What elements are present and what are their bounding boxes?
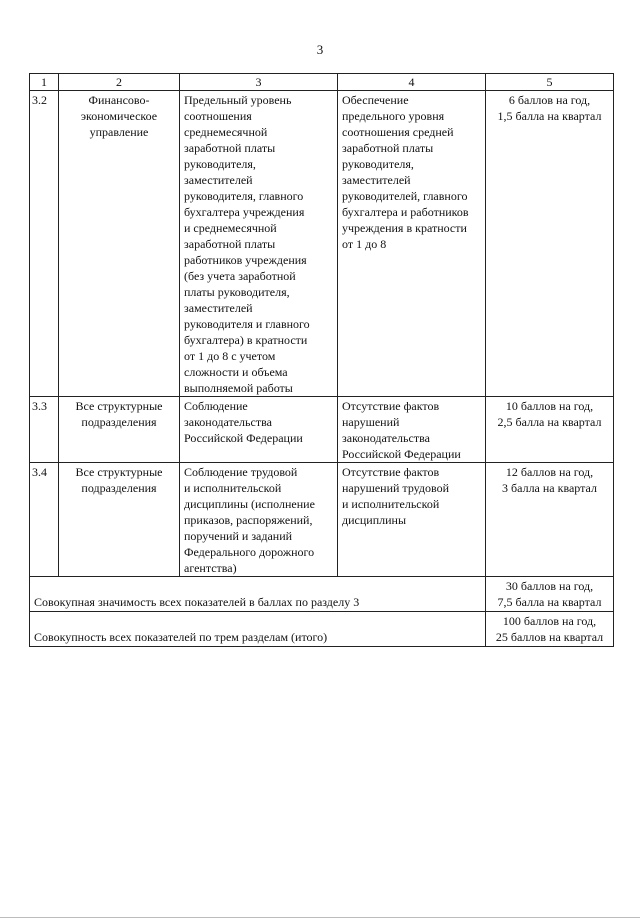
score-text: 10 баллов на год, 2,5 балла на квартал: [486, 397, 614, 463]
header-col-3: 3: [180, 74, 338, 91]
scan-edge-line: [0, 917, 640, 918]
criterion-text: Отсутствие фактов нарушений трудовой и исполнительской дисциплины: [338, 463, 486, 577]
header-col-5: 5: [486, 74, 614, 91]
section-total-label: Совокупная значимость всех показателей в баллах по разделу 3: [30, 577, 486, 612]
row-number: 3.2: [30, 91, 59, 397]
responsible-unit: Все структурные подразделения: [59, 397, 180, 463]
responsible-unit: Все структурные подразделения: [59, 463, 180, 577]
indicator-text: Соблюдение законодательства Российской Федерации: [180, 397, 338, 463]
criterion-text: Обеспечение предельного уровня соотношения средней заработной платы руководителя, заместителей руководителей, главного бухгалтера и работников учреждения в кратности от 1 до 8: [338, 91, 486, 397]
indicator-text: Соблюдение трудовой и исполнительской дисциплины (исполнение приказов, распоряжений, поручений и заданий Федерального дорожного агентства): [180, 463, 338, 577]
header-col-1: 1: [30, 74, 59, 91]
grand-total-row: [30, 612, 614, 647]
table-header-row: [30, 74, 614, 91]
score-text: 12 баллов на год, 3 балла на квартал: [486, 463, 614, 577]
grand-total-value: 100 баллов на год, 25 баллов на квартал: [486, 612, 614, 647]
criteria-table: [29, 73, 614, 647]
page-number: 3: [316, 42, 324, 57]
section-total-value: 30 баллов на год, 7,5 балла на квартал: [486, 577, 614, 612]
criterion-text: Отсутствие фактов нарушений законодательства Российской Федерации: [338, 397, 486, 463]
indicator-text: Предельный уровень соотношения среднемесячной заработной платы руководителя, заместителей руководителя, главного бухгалтера учреждения и среднемесячной заработной платы работников учреждения (без учета заработной платы руководителя, заместителей руководителя и главного бухгалтера) в кратности от 1 до 8 с учетом сложности и объема выполняемой работы: [180, 91, 338, 397]
header-col-2: 2: [59, 74, 180, 91]
score-text: 6 баллов на год, 1,5 балла на квартал: [486, 91, 614, 397]
header-col-4: 4: [338, 74, 486, 91]
table-row: [30, 397, 614, 463]
responsible-unit: Финансово- экономическое управление: [59, 91, 180, 397]
row-number: 3.4: [30, 463, 59, 577]
grand-total-label: Совокупность всех показателей по трем разделам (итого): [30, 612, 486, 647]
table-row: [30, 91, 614, 397]
section-total-row: [30, 577, 614, 612]
row-number: 3.3: [30, 397, 59, 463]
table-row: [30, 463, 614, 577]
